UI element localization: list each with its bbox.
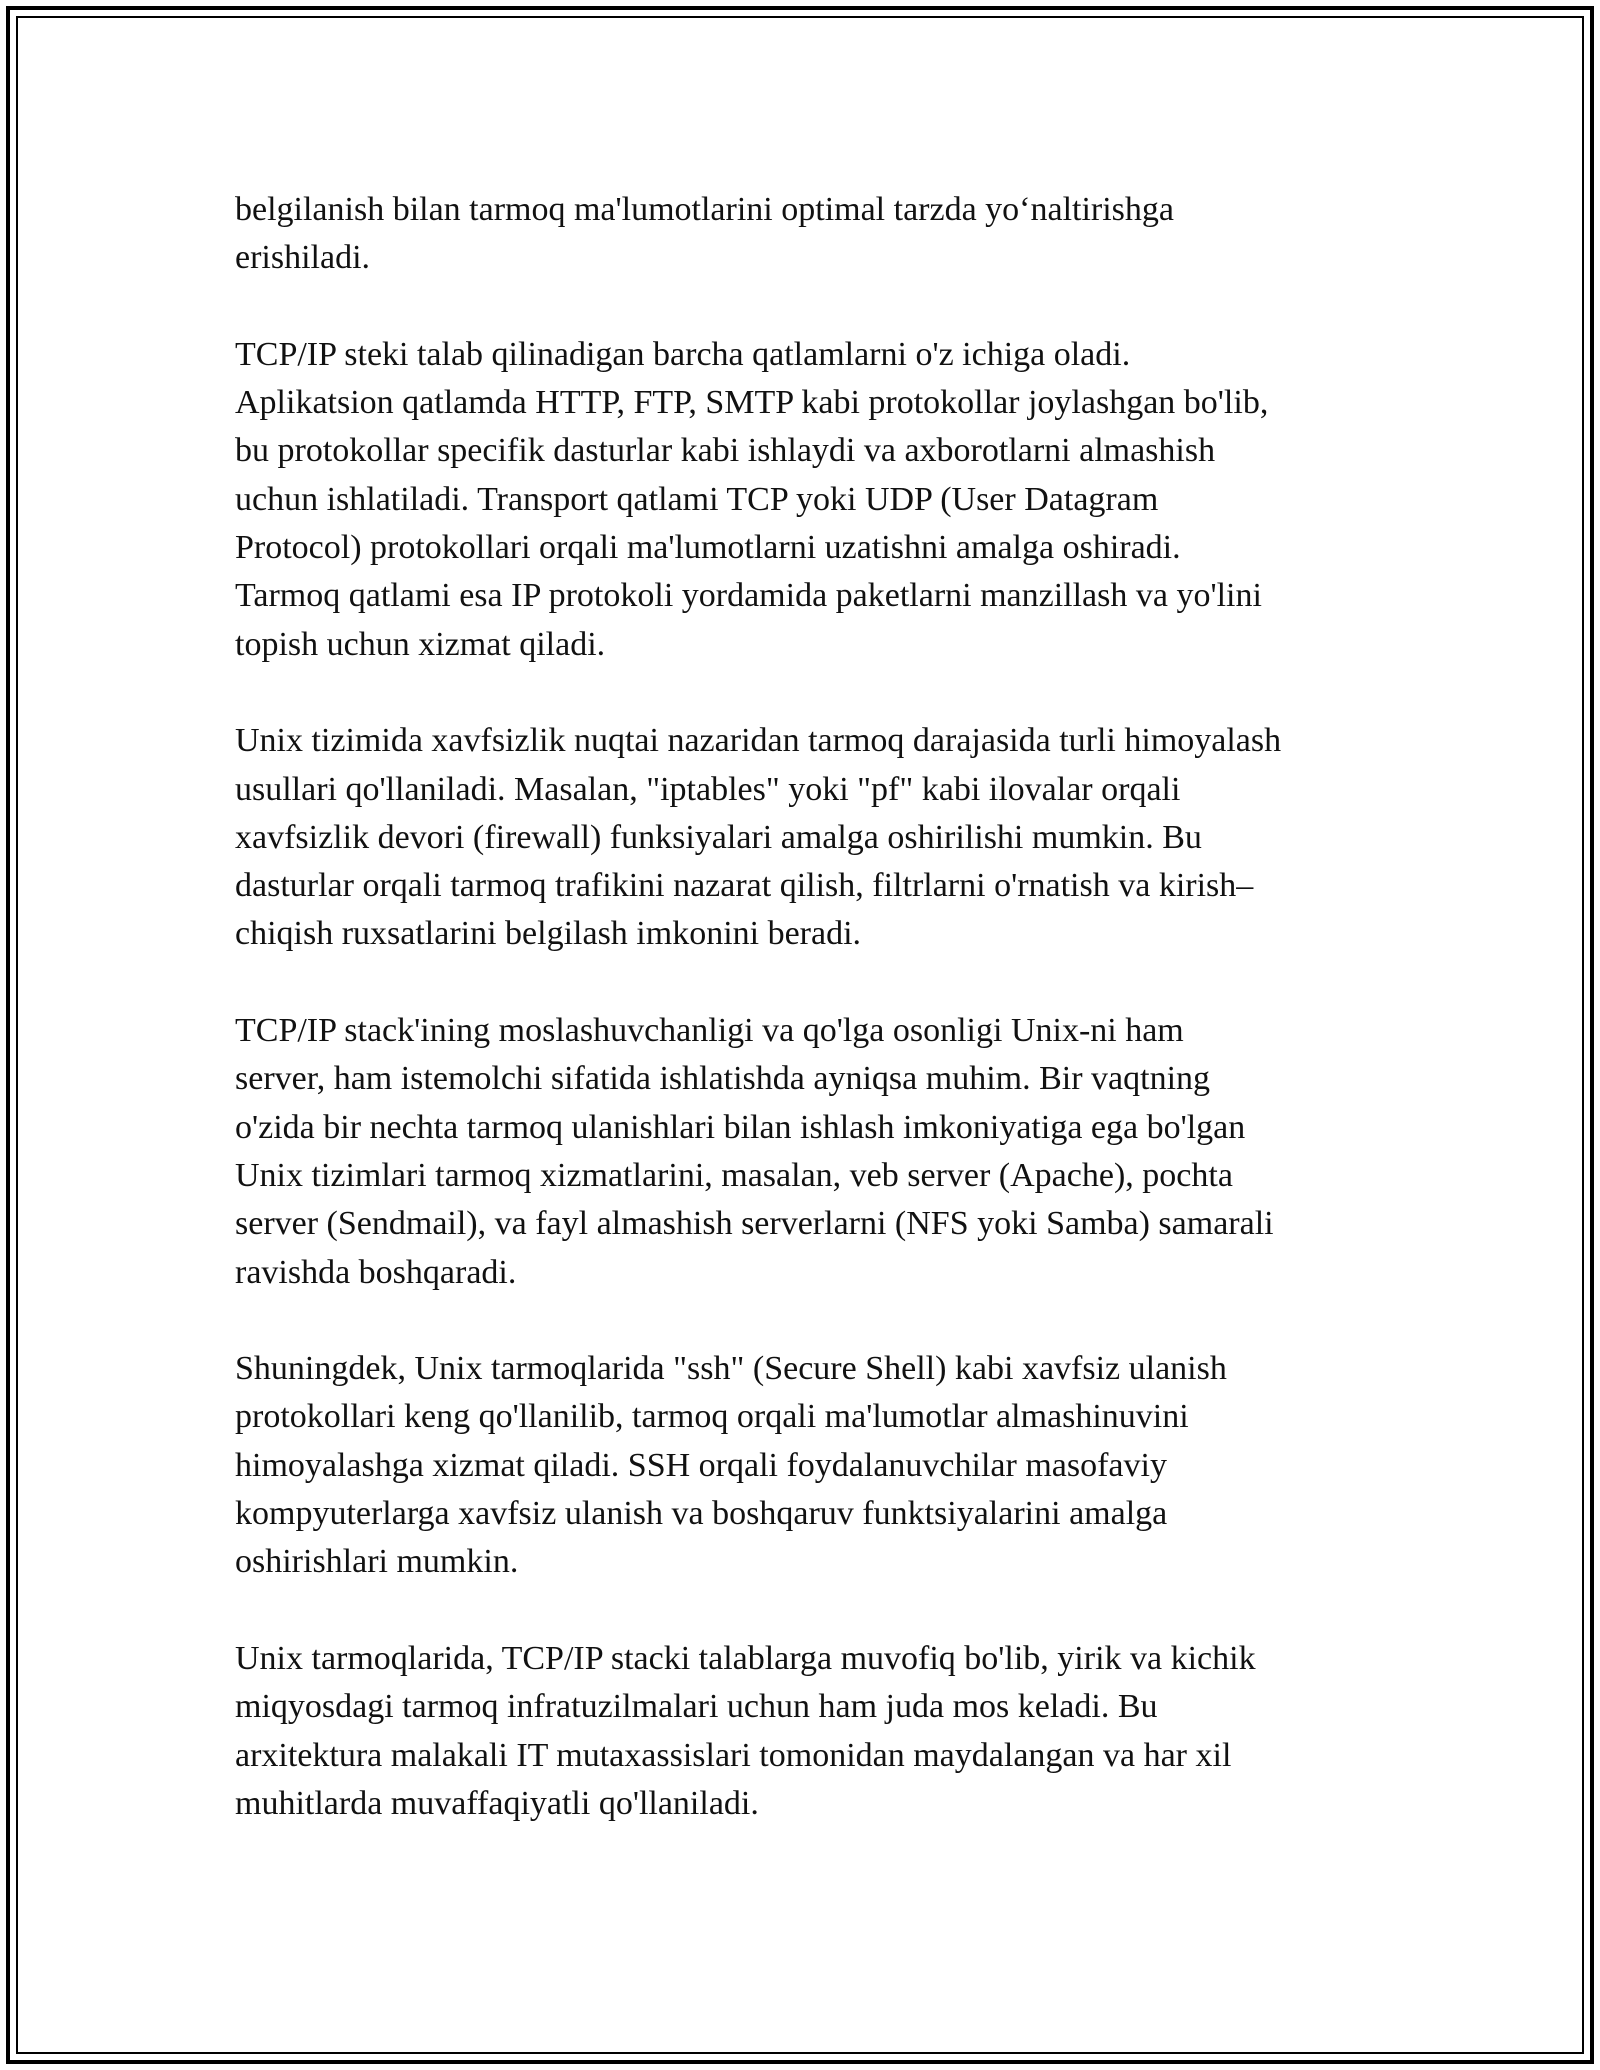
text-line: Unix tizimlari tarmoq xizmatlarini, masalan, veb server (Apache), pochta	[235, 1156, 1233, 1194]
paragraph	[235, 717, 1385, 958]
text-line: Shuningdek, Unix tarmoqlarida "ssh" (Secure Shell) kabi xavfsiz ulanish	[235, 1350, 1227, 1388]
paragraph	[235, 1345, 1385, 1586]
text-line: miqyosdagi tarmoq infratuzilmalari uchun ham juda mos keladi. Bu	[235, 1688, 1158, 1726]
text-line: Tarmoq qatlami esa IP protokoli yordamida paketlarni manzillash va yo'lini	[235, 577, 1262, 615]
paragraph	[235, 331, 1385, 669]
text-line: dasturlar orqali tarmoq trafikini nazarat qilish, filtrlarni o'rnatish va kirish–	[235, 867, 1254, 905]
paragraph	[235, 186, 1385, 283]
text-line: Protocol) protokollari orqali ma'lumotlarni uzatishni amalga oshiradi.	[235, 529, 1181, 567]
text-line: protokollari keng qo'llanilib, tarmoq orqali ma'lumotlar almashinuvini	[235, 1398, 1189, 1436]
text-line: belgilanish bilan tarmoq ma'lumotlarini optimal tarzda yo‘naltirishga	[235, 191, 1175, 228]
text-line: Unix tarmoqlarida, TCP/IP stacki talablarga muvofiq bo'lib, yirik va kichik	[235, 1639, 1256, 1677]
text-line: muhitlarda muvaffaqiyatli qo'llaniladi.	[235, 1784, 759, 1822]
text-line: TCP/IP steki talab qilinadigan barcha qatlamlarni o'z ichiga oladi.	[235, 335, 1131, 373]
text-line: arxitektura malakali IT mutaxassislari tomonidan maydalangan va har xil	[235, 1736, 1232, 1774]
text-line: bu protokollar specifik dasturlar kabi ishlaydi va axborotlarni almashish	[235, 432, 1216, 470]
text-line: Unix tizimida xavfsizlik nuqtai nazaridan tarmoq darajasida turli himoyalash	[235, 722, 1282, 760]
text-line: server (Sendmail), va fayl almashish serverlarni (NFS yoki Samba) samarali	[235, 1205, 1274, 1243]
text-line: uchun ishlatiladi. Transport qatlami TCP yoki UDP (User Datagram	[235, 480, 1159, 518]
paragraph	[235, 1635, 1385, 1828]
text-line: kompyuterlarga xavfsiz ulanish va boshqaruv funktsiyalarini amalga	[235, 1495, 1168, 1533]
text-line: oshirishlari mumkin.	[235, 1543, 519, 1581]
paragraph	[235, 1007, 1385, 1297]
text-line: ravishda boshqaradi.	[235, 1253, 517, 1291]
text-line: himoyalashga xizmat qiladi. SSH orqali foydalanuvchilar masofaviy	[235, 1446, 1167, 1484]
text-line: chiqish ruxsatlarini belgilash imkonini beradi.	[235, 915, 862, 953]
document-body	[235, 186, 1385, 1876]
text-line: Aplikatsion qatlamda HTTP, FTP, SMTP kabi protokollar joylashgan bo'lib,	[235, 384, 1269, 422]
text-line: server, ham istemolchi sifatida ishlatishda ayniqsa muhim. Bir vaqtning	[235, 1060, 1211, 1098]
text-line: o'zida bir nechta tarmoq ulanishlari bilan ishlash imkoniyatiga ega bo'lgan	[235, 1108, 1246, 1146]
text-line: topish uchun xizmat qiladi.	[235, 625, 606, 663]
text-line: xavfsizlik devori (firewall) funksiyalari amalga oshirilishi mumkin. Bu	[235, 818, 1202, 856]
text-line: TCP/IP stack'ining moslashuvchanligi va qo'lga osonligi Unix-ni ham	[235, 1012, 1184, 1050]
text-line: erishiladi.	[235, 239, 371, 277]
text-line: usullari qo'llaniladi. Masalan, "iptables" yoki "pf" kabi ilovalar orqali	[235, 770, 1181, 808]
